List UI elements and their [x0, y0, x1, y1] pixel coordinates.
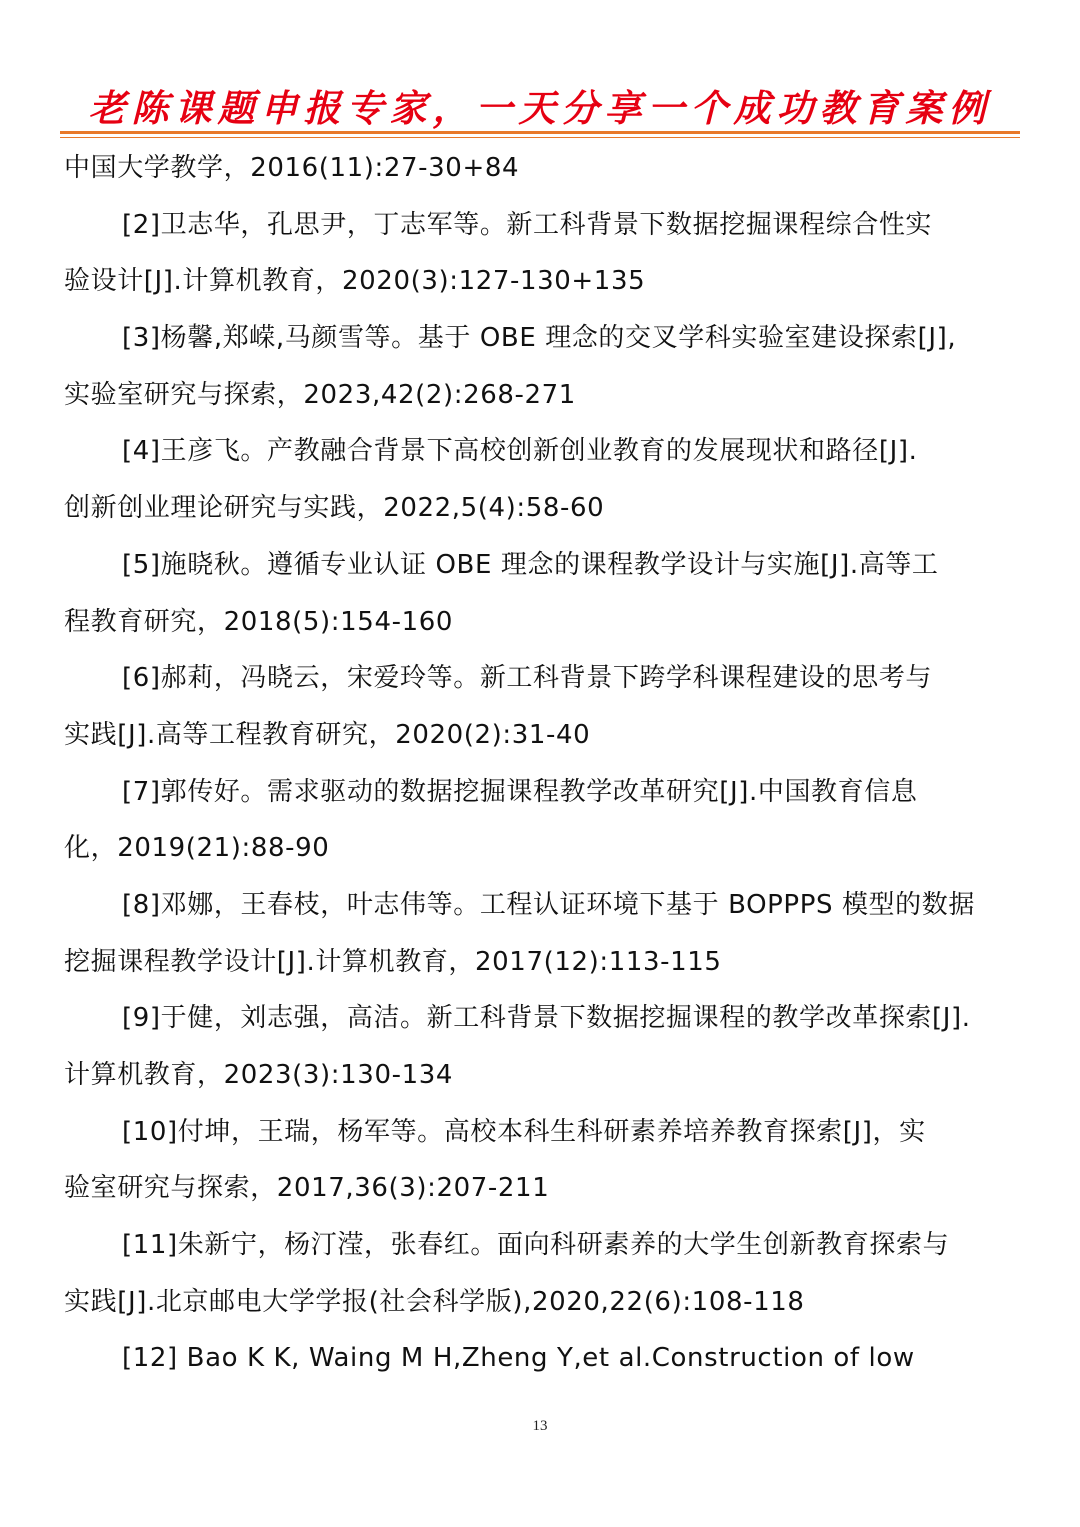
header-divider-thin	[60, 137, 1020, 138]
reference-entry-2: [2]卫志华，孔思尹，丁志军等。新工科背景下数据挖掘课程综合性实	[122, 209, 933, 240]
reference-continuation-line: 实践[J].北京邮电大学学报(社会科学版),2020,22(6):108-118	[64, 1286, 805, 1317]
reference-entry-4: [4]王彦飞。产教融合背景下高校创新创业教育的发展现状和路径[J].	[122, 436, 918, 467]
reference-list	[64, 140, 1024, 1387]
reference-continuation-line: 中国大学教学，2016(11):27-30+84	[64, 153, 520, 183]
reference-continuation-line: 创新创业理论研究与实践，2022,5(4):58-60	[64, 493, 605, 524]
reference-continuation-line: 计算机教育，2023(3):130-134	[64, 1060, 453, 1090]
header-divider-thick	[60, 131, 1020, 134]
reference-continuation-line: 实验室研究与探索，2023,42(2):268-271	[64, 379, 576, 410]
reference-continuation-line: 挖掘课程教学设计[J].计算机教育，2017(12):113-115	[64, 946, 722, 977]
reference-continuation-line: 验室研究与探索，2017,36(3):207-211	[64, 1173, 550, 1204]
reference-entry-8: [8]邓娜，王春枝，叶志伟等。工程认证环境下基于 BOPPPS 模型的数据	[122, 889, 975, 920]
reference-continuation-line: 实践[J].高等工程教育研究，2020(2):31-40	[64, 719, 591, 750]
reference-entry-10: [10]付坤，王瑞，杨军等。高校本科生科研素养培养教育探索[J]，实	[122, 1116, 926, 1147]
reference-continuation-line: 程教育研究，2018(5):154-160	[64, 606, 453, 637]
page-number: 13	[532, 1418, 548, 1434]
reference-entry-12: [12] Bao K K, Waing M H,Zheng Y,et al.Construction of low	[122, 1343, 915, 1374]
reference-entry-11: [11]朱新宁，杨汀滢，张春红。面向科研素养的大学生创新教育探索与	[122, 1230, 950, 1261]
reference-entry-6: [6]郝莉，冯晓云，宋爱玲等。新工科背景下跨学科课程建设的思考与	[122, 663, 933, 694]
reference-continuation-line: 化，2019(21):88-90	[64, 833, 330, 864]
reference-entry-9: [9]于健，刘志强，高洁。新工科背景下数据挖掘课程的教学改革探索[J].	[122, 1003, 971, 1034]
reference-entry-3: [3]杨馨,郑嵘,马颜雪等。基于 OBE 理念的交叉学科实验室建设探索[J],	[122, 323, 957, 354]
reference-continuation-line: 验设计[J].计算机教育，2020(3):127-130+135	[64, 266, 646, 297]
reference-entry-7: [7]郭传好。需求驱动的数据挖掘课程教学改革研究[J].中国教育信息	[122, 776, 918, 807]
page-header-title: 老陈课题申报专家，一天分享一个成功教育案例	[88, 86, 992, 130]
reference-entry-5: [5]施晓秋。遵循专业认证 OBE 理念的课程教学设计与实施[J].高等工	[122, 549, 939, 580]
